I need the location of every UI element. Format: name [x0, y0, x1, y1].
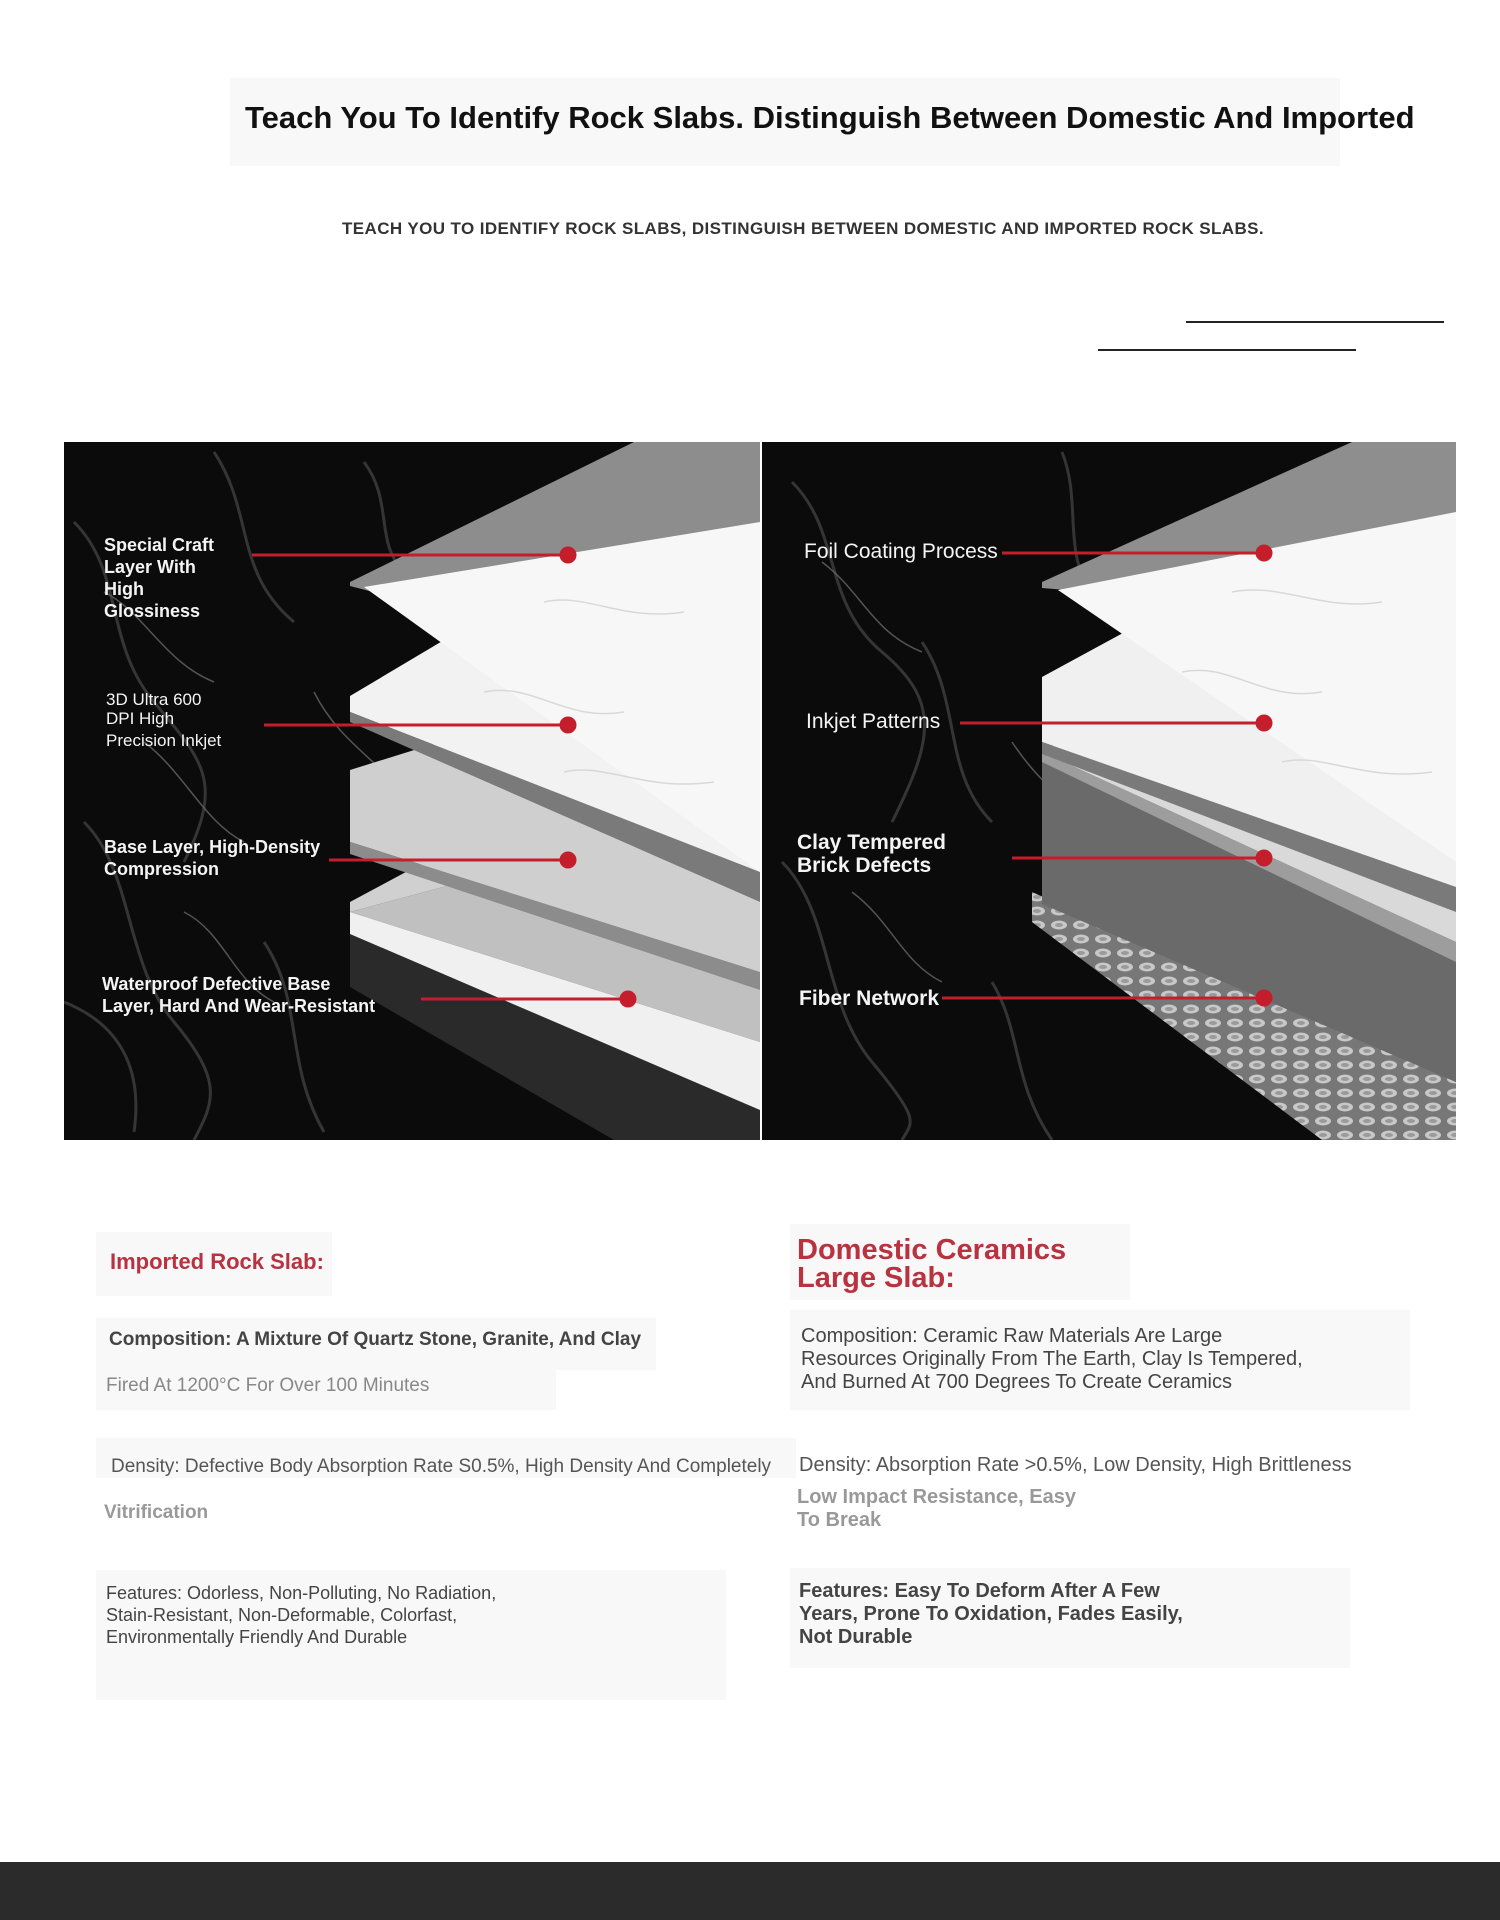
domestic-slab-diagram	[762, 442, 1456, 1140]
label-waterproof-base-layer: Waterproof Defective Base Layer, Hard And Wear-Resistant	[102, 974, 376, 1016]
imported-fired: Fired At 1200°C For Over 100 Minutes	[106, 1375, 430, 1396]
domestic-impact: Low Impact Resistance, Easy To Break	[797, 1486, 1077, 1531]
label-foil-coating: Foil Coating Process	[804, 540, 998, 563]
imported-composition: Composition: A Mixture Of Quartz Stone, Granite, And Clay	[109, 1329, 642, 1350]
imported-density-continued: Vitrification	[104, 1502, 209, 1523]
label-clay-tempered: Clay Tempered Brick Defects	[797, 831, 946, 877]
page-subtitle: TEACH YOU TO IDENTIFY ROCK SLABS, DISTINGUISH BETWEEN DOMESTIC AND IMPORTED ROCK SLABS.	[342, 219, 1264, 238]
domestic-density: Density: Absorption Rate >0.5%, Low Density, High Brittleness	[799, 1454, 1352, 1476]
decorative-line	[1186, 321, 1444, 323]
label-3d-inkjet-line1: 3D Ultra 600	[106, 690, 202, 709]
imported-features: Features: Odorless, Non-Polluting, No Radiation, Stain-Resistant, Non-Deformable, Colorfast, Environmentally Friendly And Durable	[106, 1583, 497, 1647]
decorative-line	[1098, 349, 1356, 351]
label-base-layer: Base Layer, High-Density Compression	[104, 837, 321, 879]
label-fiber-network: Fiber Network	[799, 987, 940, 1010]
imported-heading: Imported Rock Slab:	[110, 1249, 324, 1274]
label-3d-inkjet-line2: DPI High Precision Inkjet	[106, 709, 222, 750]
footer-bar	[0, 1862, 1500, 1920]
domestic-features: Features: Easy To Deform After A Few Years, Prone To Oxidation, Fades Easily, Not Durable	[799, 1580, 1183, 1648]
label-inkjet-patterns: Inkjet Patterns	[806, 710, 941, 733]
page-title: Teach You To Identify Rock Slabs. Distinguish Between Domestic And Imported	[245, 100, 1415, 135]
domestic-composition: Composition: Ceramic Raw Materials Are Large Resources Originally From The Earth, Clay Is Tempered, And Burned At 700 Degrees To Create Ceramics	[801, 1325, 1303, 1393]
imported-slab-diagram	[64, 442, 760, 1140]
imported-density: Density: Defective Body Absorption Rate S0.5%, High Density And Completely	[111, 1456, 772, 1477]
label-special-craft-layer: Special Craft Layer With High Glossiness	[104, 535, 215, 621]
domestic-heading: Domestic Ceramics Large Slab:	[797, 1234, 1067, 1294]
